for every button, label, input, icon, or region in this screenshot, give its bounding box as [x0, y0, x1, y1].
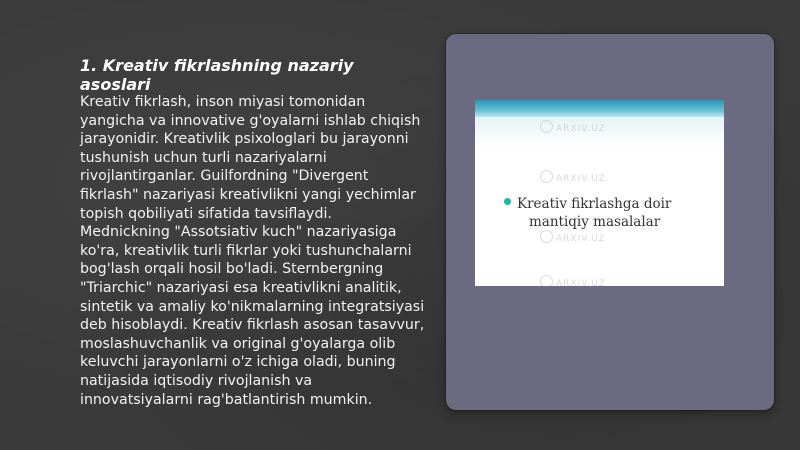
watermark-logo: ARXIV.UZ [540, 120, 606, 134]
bullet-dot-icon [504, 198, 511, 205]
slide-title: 1. Kreativ fikrlashning nazariy asoslari [80, 56, 354, 94]
thumbnail-header-band [475, 100, 724, 117]
watermark-logo: ARXIV.UZ [540, 275, 606, 286]
watermark-logo: ARXIV.UZ [540, 230, 606, 244]
thumbnail-bullet-text [517, 195, 712, 231]
slide-body-text: Kreativ fikrlash, inson miyasi tomonidan yangicha va innovative g'oyalarni ishlab chiqish jarayonidir. Kreativlik psixologlari bu jarayonni tushunish uchun turli nazariyalarni rivojlantirganlar. Guilfordning "Divergent fikrlash" nazariyasi kreativlikni yangi yechimlar topish qobiliyati sifatida tavsiflaydi. Mednickning "Assotsiativ kuch" nazariyasiga ko'ra, kreativlik turli fikrlar yoki tushunchalarni bog'lash orqali hosil bo'ladi. Sternbergning "Triarchic" nazariyasi esa kreativlikni analitik, sintetik va amaliy ko'nikmalarning integratsiyasi deb hisoblaydi. Kreativ fikrlash asosan tasavvur, moslashuvchanlik va original g'oyalarga olib keluvchi jarayonlarni o'z ichiga oladi, buning natijasida iqtisodiy rivojlanish va innovatsiyalarni rag'batlantirish mumkin. [80, 94, 425, 408]
thumbnail-bullet-line: Kreativ fikrlashga doir [517, 196, 672, 212]
slide-thumbnail-image [475, 100, 724, 286]
thumbnail-bullet-line: mantiqiy masalalar [529, 214, 661, 230]
watermark-logo: ARXIV.UZ [540, 170, 606, 184]
